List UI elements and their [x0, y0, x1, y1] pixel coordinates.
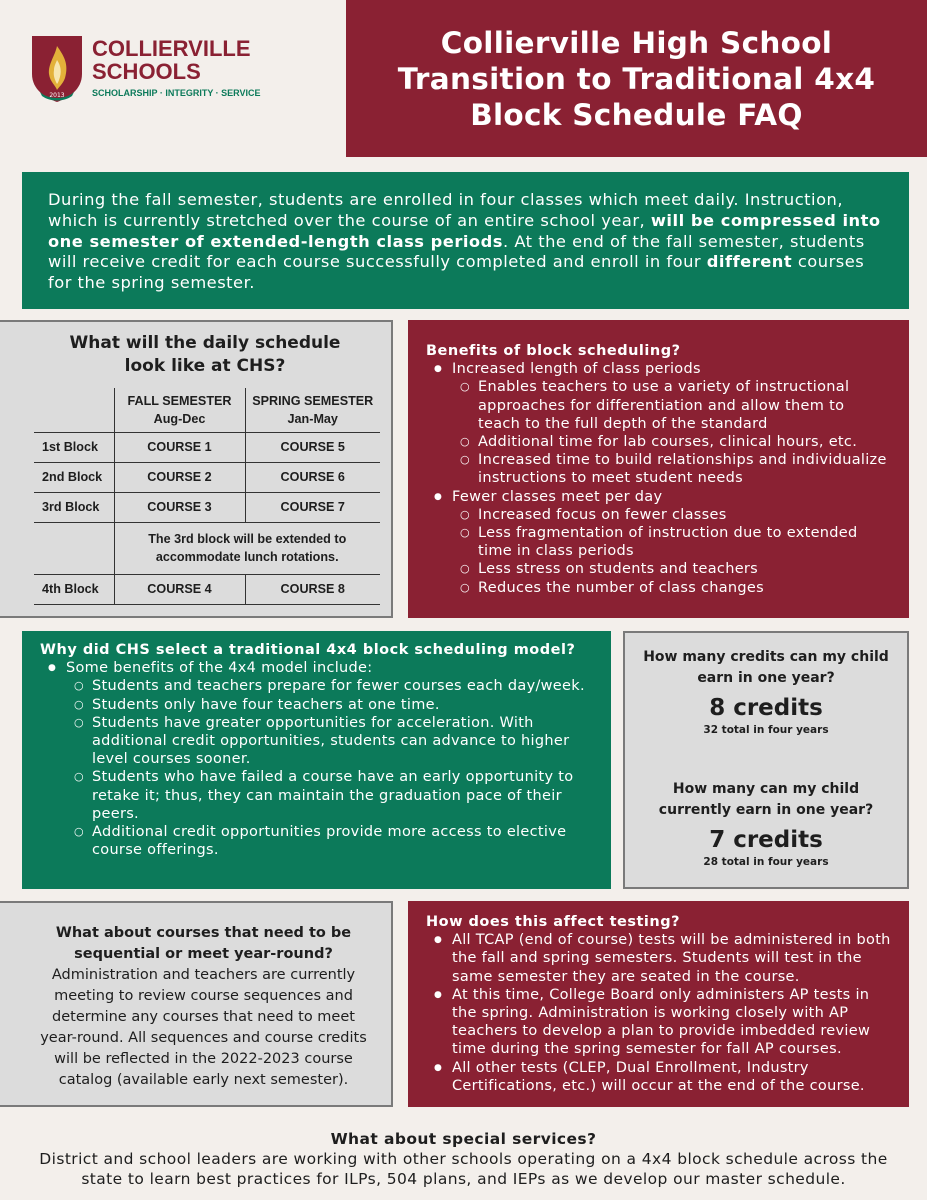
benefit-sublist	[452, 506, 891, 597]
credits-q2-line1: How many can my child	[672, 781, 860, 797]
schedule-heading-line2: look like at CHS?	[124, 356, 286, 376]
fall-sub: Aug-Dec	[153, 411, 206, 426]
list-item: ● All other tests (CLEP, Dual Enrollment, Industry Certifications, etc.) will occur at the end of the course.	[434, 1059, 891, 1095]
testing-list	[426, 931, 891, 1095]
list-item: ○ Additional credit opportunities provide more access to elective course offerings.	[74, 823, 593, 859]
credits-q1-line1: How many credits can my child	[643, 649, 889, 665]
lunch-note-row	[34, 522, 380, 574]
table-header-row	[34, 388, 380, 432]
block-label: 2nd Block	[34, 462, 114, 492]
credits-q2-line2: currently earn in one year?	[658, 802, 874, 818]
fall-title: FALL SEMESTER	[127, 393, 232, 408]
schedule-heading	[60, 332, 350, 378]
intro-bold-2: different	[706, 252, 793, 272]
list-item: ○ Students have greater opportunities for acceleration. With additional credit opportunities, students can advance to higher level courses sooner.	[74, 714, 593, 769]
credits-note-1: 32 total in four years	[703, 724, 829, 736]
schedule-box	[0, 320, 393, 618]
intro-text-3: courses for the spring semester.	[48, 252, 865, 293]
benefit-text: Fewer classes meet per day	[452, 488, 663, 505]
spring-header	[245, 388, 380, 432]
sequential-heading	[40, 923, 367, 965]
intro-text-2: . At the end of the fall semester, students will receive credit for each course successfully completed and enroll in four	[48, 231, 865, 272]
table-row	[34, 492, 380, 522]
intro-box	[22, 172, 909, 309]
header-empty-cell	[34, 388, 114, 432]
lunch-note	[114, 522, 380, 574]
credits-note-2: 28 total in four years	[703, 856, 829, 868]
title-banner	[346, 0, 927, 157]
sequential-box	[0, 901, 393, 1107]
fall-header	[114, 388, 245, 432]
list-item	[48, 659, 593, 859]
benefit-sublist	[452, 378, 891, 487]
why-item-text: Some benefits of the 4x4 model include:	[66, 660, 373, 677]
block-label: 4th Block	[34, 574, 114, 604]
title-line2: Transition to Traditional 4x4	[397, 61, 876, 96]
testing-heading: How does this affect testing?	[426, 914, 681, 930]
list-item: ○ Less stress on students and teachers	[460, 560, 891, 578]
benefits-box	[408, 320, 909, 618]
testing-box	[408, 901, 909, 1107]
sequential-heading-line2: sequential or meet year-round?	[74, 946, 333, 962]
list-item: ○ Students and teachers prepare for fewer courses each day/week.	[74, 677, 593, 695]
credits-question-1	[625, 647, 907, 689]
title-line1: Collierville High School	[440, 25, 833, 60]
fall-course: COURSE 3	[114, 492, 245, 522]
special-services-heading: What about special services?	[330, 1130, 597, 1148]
list-item: ○ Additional time for lab courses, clinical hours, etc.	[460, 433, 891, 451]
list-item: ○ Increased focus on fewer classes	[460, 506, 891, 524]
list-item: ○ Less fragmentation of instruction due to extended time in class periods	[460, 524, 891, 560]
note-empty-cell	[34, 522, 114, 574]
sequential-body: Administration and teachers are currently meeting to review course sequences and determine any courses that need to meet year-round. All sequences and course credits will be reflected in the 2022-2023 course catalog (available early next semester).	[40, 967, 367, 1088]
spring-title: SPRING SEMESTER	[252, 393, 374, 408]
schedule-heading-line1: What will the daily schedule	[69, 333, 341, 353]
spring-course: COURSE 7	[245, 492, 380, 522]
spring-course: COURSE 8	[245, 574, 380, 604]
list-item	[434, 360, 891, 487]
spring-course: COURSE 6	[245, 462, 380, 492]
page-title	[398, 25, 876, 133]
lunch-note-line2: accommodate lunch rotations.	[155, 550, 339, 564]
benefit-text: Increased length of class periods	[452, 361, 701, 378]
spring-sub: Jan-May	[287, 411, 338, 426]
table-row	[34, 432, 380, 462]
fall-course: COURSE 4	[114, 574, 245, 604]
credits-q1-line2: earn in one year?	[697, 670, 835, 686]
lunch-note-line1: The 3rd block will be extended to	[148, 532, 347, 546]
credits-box	[623, 631, 909, 889]
list-item: ● All TCAP (end of course) tests will be administered in both the fall and spring semesters. Students will test in the same semester they are seated in the course.	[434, 931, 891, 986]
list-item: ○ Students who have failed a course have an early opportunity to retake it; thus, they can maintain the graduation pace of their peers.	[74, 768, 593, 823]
logo-year: 2013	[49, 92, 65, 99]
intro-bold-1: will be compressed into one semester of extended-length class periods	[48, 210, 881, 251]
special-services-line1: District and school leaders are working with other schools operating on a 4x4 block schedule across the	[39, 1150, 888, 1168]
flame-shield-icon	[28, 34, 288, 104]
why-sublist	[66, 677, 593, 859]
table-row	[34, 574, 380, 604]
list-item: ● At this time, College Board only administers AP tests in the spring. Administration is working closely with AP teachers to develop a plan to provide imbedded review time during the spring semester for fall AP courses.	[434, 986, 891, 1059]
why-list	[40, 659, 593, 859]
block-label: 3rd Block	[34, 492, 114, 522]
benefits-heading: Benefits of block scheduling?	[426, 343, 681, 359]
list-item: ○ Reduces the number of class changes	[460, 579, 891, 597]
credits-answer-1: 8 credits	[709, 695, 823, 721]
title-line3: Block Schedule FAQ	[470, 97, 803, 132]
fall-course: COURSE 2	[114, 462, 245, 492]
list-item: ○ Students only have four teachers at one time.	[74, 696, 593, 714]
logo-tagline: SCHOLARSHIP · INTEGRITY · SERVICE	[92, 88, 261, 98]
special-services-line2: state to learn best practices for ILPs, 504 plans, and IEPs as we develop our master schedule.	[81, 1170, 846, 1188]
sequential-heading-line1: What about courses that need to be	[55, 925, 352, 941]
schedule-table	[34, 388, 380, 605]
school-logo	[28, 34, 288, 104]
spring-course: COURSE 5	[245, 432, 380, 462]
why-box	[22, 631, 611, 889]
special-services-section	[0, 1129, 927, 1189]
block-label: 1st Block	[34, 432, 114, 462]
list-item	[434, 488, 891, 597]
why-heading: Why did CHS select a traditional 4x4 block scheduling model?	[40, 642, 576, 658]
credits-answer-2: 7 credits	[709, 827, 823, 853]
benefits-list	[426, 360, 891, 597]
table-row	[34, 462, 380, 492]
list-item: ○ Increased time to build relationships and individualize instructions to meet student needs	[460, 451, 891, 487]
logo-name-line2: SCHOOLS	[92, 59, 201, 84]
intro-text-1: During the fall semester, students are enrolled in four classes which meet daily. Instruction, which is currently stretched over the course of an entire school year,	[48, 190, 844, 230]
credits-question-2	[625, 779, 907, 821]
logo-name-line1: COLLIERVILLE	[92, 36, 251, 61]
fall-course: COURSE 1	[114, 432, 245, 462]
list-item: ○ Enables teachers to use a variety of instructional approaches for differentiation and allow them to teach to the full depth of the standard	[460, 378, 891, 433]
